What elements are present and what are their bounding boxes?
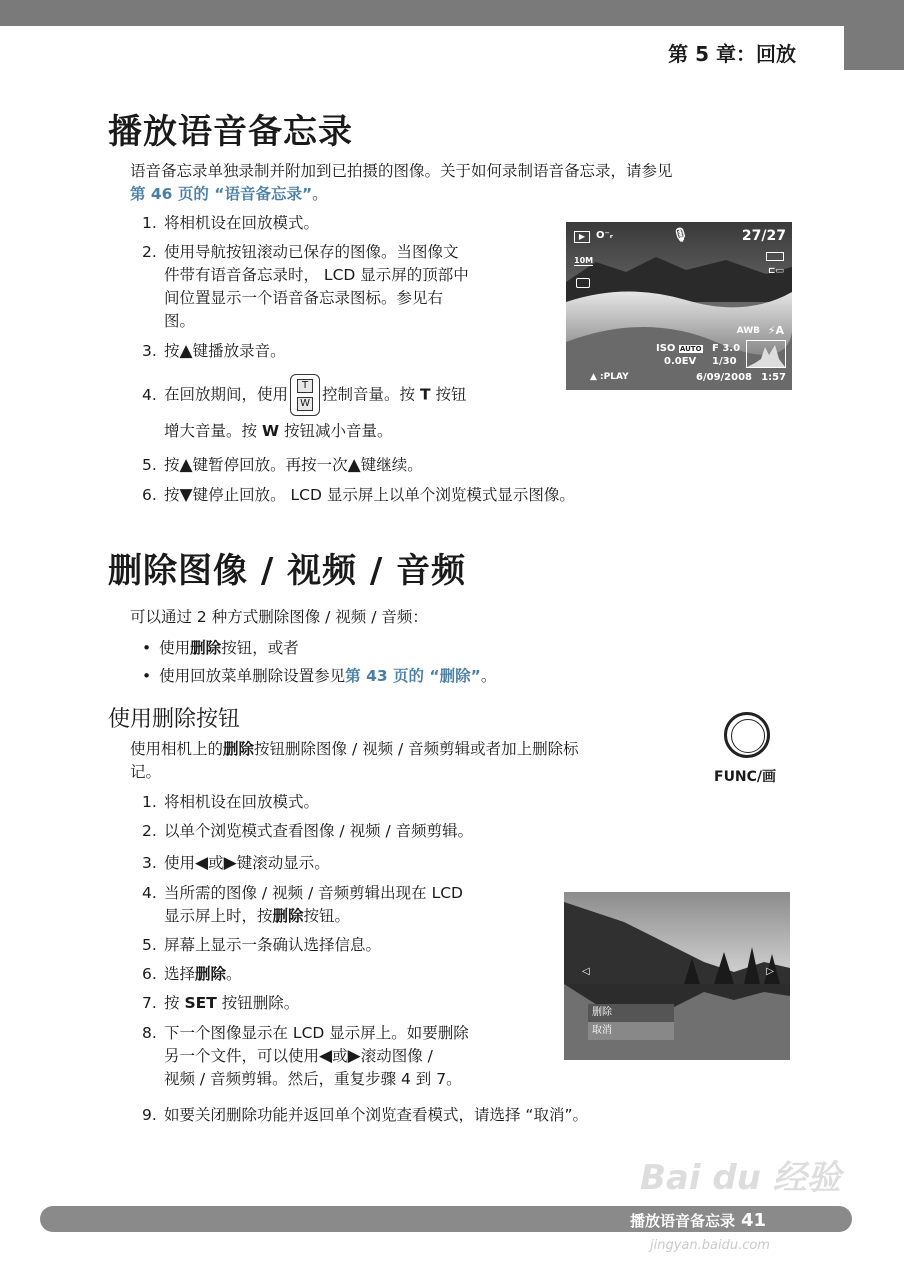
list-item: 5. 按▲键暂停回放。再按一次▲键继续。 (142, 455, 423, 475)
section-title-delete: 删除图像 / 视频 / 音频 (108, 551, 467, 591)
subsection-title: 使用删除按钮 (108, 707, 241, 732)
bullet-item: • 使用回放菜单删除设置参见第 43 页的 “删除”。 (142, 664, 496, 686)
list-item: 1. 将相机设在回放模式。 (142, 214, 320, 232)
voice-memo-link[interactable]: 第 46 页的 “语音备忘录” (130, 185, 313, 203)
up-arrow-icon: ▲ (347, 455, 361, 475)
right-arrow-icon: ▶ (347, 1046, 361, 1066)
prev-image-icon[interactable]: ◁ (582, 966, 590, 977)
aperture-value: F 3.0 (712, 343, 741, 354)
image-size-icon: 10M (574, 256, 594, 265)
list-item: 3. 使用◀或▶键滚动显示。 (142, 853, 330, 873)
list-item: 4. 在回放期间，使用 $\frac{T}{W}$ 控制音量。按 T 按钮 (142, 374, 467, 416)
list-item: 4. 当所需的图像 / 视频 / 音频剪辑出现在 LCD 显示屏上时，按删除按钮。 (142, 884, 463, 925)
watermark-url: jingyan.baidu.com (650, 1238, 770, 1253)
awb-indicator: AWB (736, 326, 760, 336)
section-title-voice-memo: 播放语音备忘录 (108, 112, 353, 152)
print-icon (576, 278, 590, 288)
list-item: 6. 选择删除。 (142, 965, 242, 983)
section2-intro: 可以通过 2 种方式删除图像 / 视频 / 音频： (130, 608, 428, 626)
list-item: 2. 以单个浏览模式查看图像 / 视频 / 音频剪辑。 (142, 822, 474, 840)
protect-key-icon: O⁻ᵣ (596, 230, 613, 241)
func-delete-label: FUNC/画 (714, 769, 777, 785)
chapter-header: 第 5 章：回放 (668, 42, 796, 66)
menu-item-delete[interactable]: 删除 (588, 1004, 674, 1022)
flash-auto-icon: ⚡A (767, 324, 784, 337)
time-stamp: 1:57 (761, 372, 786, 383)
list-item: 5. 屏幕上显示一条确认选择信息。 (142, 936, 382, 954)
top-bar (0, 0, 904, 26)
func-delete-button-icon (724, 712, 770, 758)
down-arrow-icon: ▼ (179, 485, 193, 505)
list-item: 3. 按▲键播放录音。 (142, 341, 286, 361)
shutter-speed: 1/30 (712, 356, 737, 367)
up-arrow-icon: ▲ (179, 341, 193, 361)
delete-menu (588, 1004, 674, 1040)
list-item: 7. 按 SET 按钮删除。 (142, 994, 300, 1012)
bullet-item: • 使用删除按钮，或者 (142, 636, 299, 658)
right-arrow-icon: ▶ (223, 853, 237, 873)
left-arrow-icon: ◀ (195, 853, 209, 873)
list-item: 2. 使用导航按钮滚动已保存的图像。当图像文 件带有语音备忘录时， LCD 显示屏的顶部中 间位置显示一个语音备忘录图标。参见右 图。 (142, 243, 469, 330)
lcd-voice-memo-screenshot (566, 222, 792, 390)
iso-label: ISO AUTO (656, 343, 702, 354)
exposure-value: 0.0EV (664, 356, 697, 367)
menu-item-cancel[interactable]: 取消 (588, 1022, 674, 1040)
list-item: 9. 如要关闭删除功能并返回单个浏览查看模式，请选择 “取消”。 (142, 1106, 588, 1124)
voice-memo-icon: 🎙 (672, 228, 689, 243)
next-image-icon[interactable]: ▷ (766, 966, 774, 977)
up-arrow-icon: ▲ (179, 455, 193, 475)
date-stamp: 6/09/2008 (696, 372, 753, 383)
list-item: 6. 按▼键停止回放。 LCD 显示屏上以单个浏览模式显示图像。 (142, 485, 575, 505)
image-counter: 27/27 (741, 228, 786, 244)
watermark-logo: Bai du 经验 (640, 1158, 841, 1198)
left-arrow-icon: ◀ (319, 1046, 333, 1066)
lcd-delete-screenshot (564, 892, 790, 1060)
zoom-lever-icon: $\frac{T}{W}$ (290, 374, 320, 416)
footer-label: 播放语音备忘录 41 (630, 1210, 767, 1231)
page-number: 41 (741, 1210, 767, 1231)
battery-icon (766, 252, 784, 261)
list-item-continued: 增大音量。按 W 按钮减小音量。 (164, 422, 393, 440)
histogram (746, 340, 786, 368)
chapter-tab (844, 26, 904, 70)
list-item: 8. 下一个图像显示在 LCD 显示屏上。如要删除 另一个文件，可以使用◀或▶滚动图像 / 视频 / 音频剪辑。然后，重复步骤 4 到 7。 (142, 1024, 469, 1088)
playback-icon: ▶ (574, 231, 590, 243)
memory-card-icon: ⊏▭ (767, 266, 784, 276)
subsection-intro: 使用相机上的删除按钮删除图像 / 视频 / 音频剪辑或者加上删除标 记。 (130, 740, 579, 781)
list-item: 1. 将相机设在回放模式。 (142, 793, 320, 811)
delete-page-link[interactable]: 第 43 页的 “删除” (345, 667, 481, 685)
play-hint: ▲ :PLAY (590, 372, 629, 382)
section1-intro: 语音备忘录单独录制并附加到已拍摄的图像。关于如何录制语音备忘录，请参见 第 46 页的 “语音备忘录”。 (130, 162, 673, 203)
